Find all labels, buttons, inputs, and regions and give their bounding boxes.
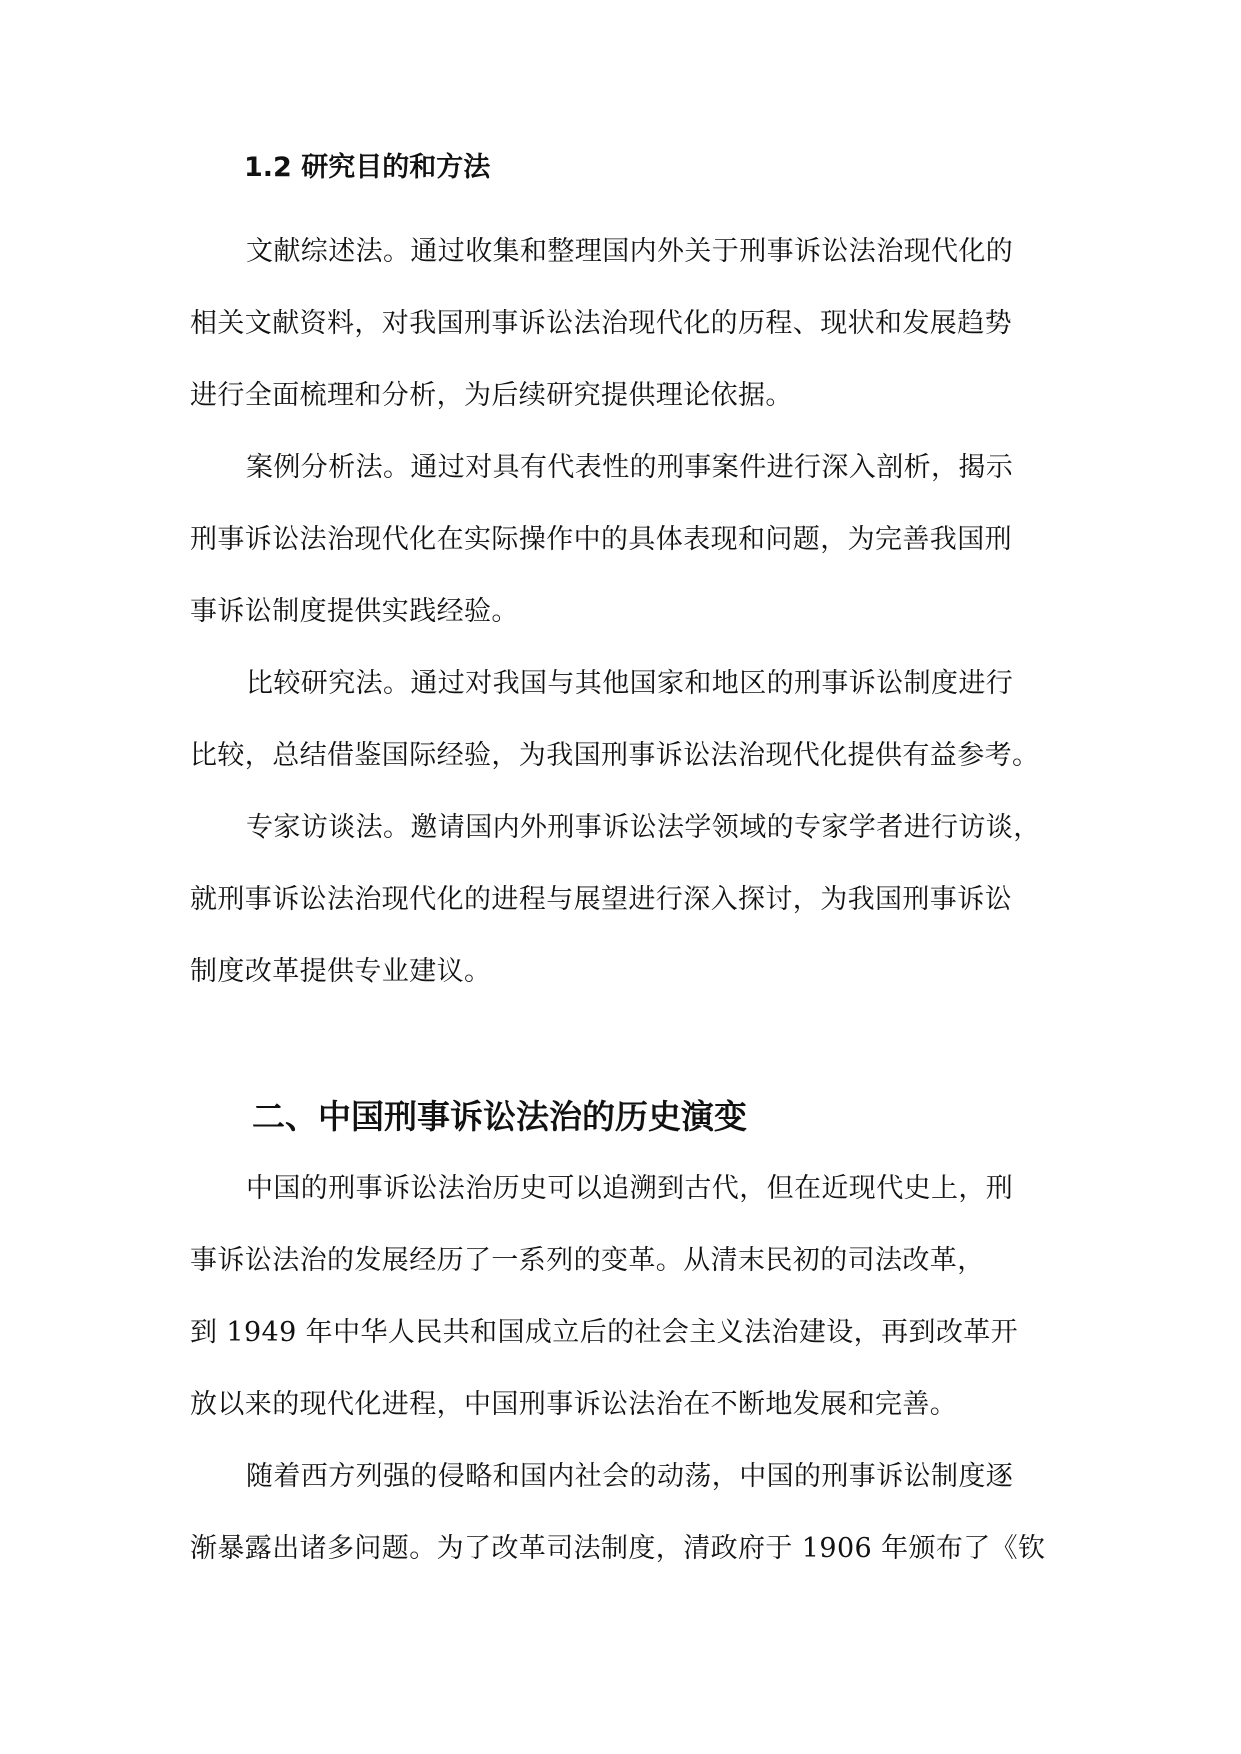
paragraph-line: 事诉讼制度提供实践经验。 (190, 596, 519, 627)
paragraph-line: 案例分析法。通过对具有代表性的刑事案件进行深入剖析，揭示 (246, 452, 1014, 483)
section-heading-2: 二、中国刑事诉讼法治的历史演变 (252, 1097, 747, 1136)
paragraph-line: 文献综述法。通过收集和整理国内外关于刑事诉讼法治现代化的 (246, 236, 1014, 267)
paragraph-line: 中国的刑事诉讼法治历史可以追溯到古代，但在近现代史上，刑 (246, 1173, 1014, 1204)
paragraph-line: 制度改革提供专业建议。 (190, 956, 492, 987)
section-heading-1-2: 1.2 研究目的和方法 (244, 152, 491, 183)
paragraph-line: 比较研究法。通过对我国与其他国家和地区的刑事诉讼制度进行 (246, 668, 1014, 699)
paragraph-line: 比较，总结借鉴国际经验，为我国刑事诉讼法治现代化提供有益参考。 (190, 740, 1040, 771)
paragraph-line: 进行全面梳理和分析，为后续研究提供理论依据。 (190, 380, 793, 411)
paragraph-line: 事诉讼法治的发展经历了一系列的变革。从清末民初的司法改革， (190, 1245, 985, 1276)
paragraph-line: 渐暴露出诸多问题。为了改革司法制度，清政府于 1906 年颁布了《钦 (190, 1533, 1046, 1564)
paragraph-line: 放以来的现代化进程，中国刑事诉讼法治在不断地发展和完善。 (190, 1389, 958, 1420)
paragraph-line: 就刑事诉讼法治现代化的进程与展望进行深入探讨，为我国刑事诉讼 (190, 884, 1012, 915)
paragraph-line: 专家访谈法。邀请国内外刑事诉讼法学领域的专家学者进行访谈， (246, 812, 1041, 843)
paragraph-line: 随着西方列强的侵略和国内社会的动荡，中国的刑事诉讼制度逐 (246, 1461, 1014, 1492)
paragraph-line: 相关文献资料，对我国刑事诉讼法治现代化的历程、现状和发展趋势 (190, 308, 1012, 339)
paragraph-line: 刑事诉讼法治现代化在实际操作中的具体表现和问题，为完善我国刑 (190, 524, 1012, 555)
paragraph-line: 到 1949 年中华人民共和国成立后的社会主义法治建设，再到改革开 (190, 1317, 1019, 1348)
